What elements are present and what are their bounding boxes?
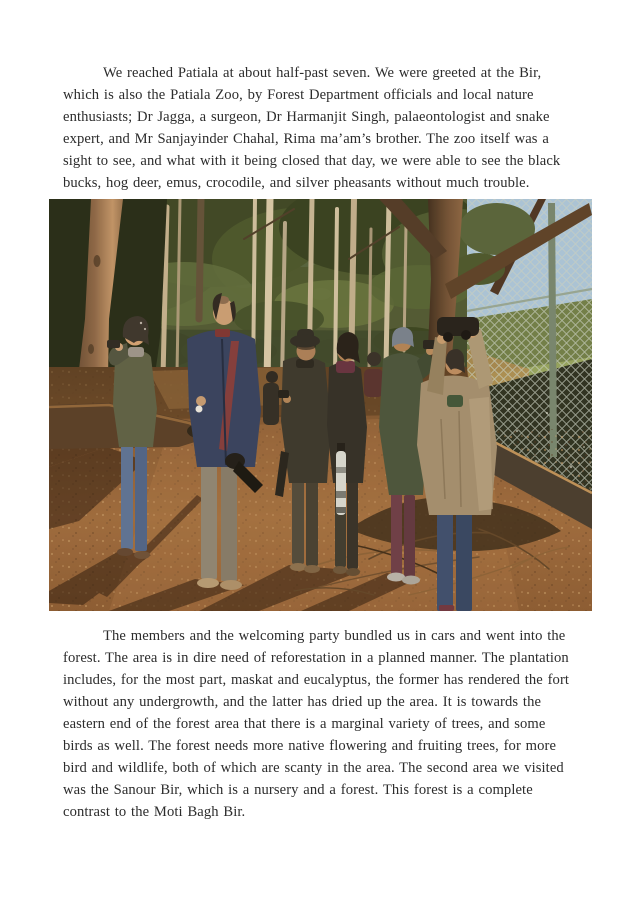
photo-birdwatchers-group <box>49 199 592 611</box>
photo-illustration <box>49 199 592 611</box>
paragraph-arrival-at-patiala: We reached Patiala at about half-past seven. We were greeted at the Bir, which is also the Patiala Zoo, by Forest Department officials and local nature enthusiasts; Dr Jagga, a surgeon, Dr Harmanjit Singh, palaeontologist and snake expert, and Mr Sanjayinder Chahal, Rima ma’am’s brother. The zoo itself was a sight to see, and what with it being closed that day, we were able to see the black bucks, hog deer, emus, crocodile, and silver pheasants without much trouble. <box>63 65 561 191</box>
warm-light-overlay <box>49 199 592 611</box>
paragraph-forest-visit: The members and the welcoming party bundled us in cars and went into the forest. The area is in dire need of reforestation in a planned manner. The plantation includes, for the most part, maskat and eucalyptus, the former has rendered the fort without any undergrowth, and the latter has dried up the area. It is towards the eastern end of the forest area that there is a marginal variety of trees, and some birds as well. The forest needs more native flowering and fruiting trees, for more bird and wildlife, both of which are scanty in the area. The second area we visited was the Sanour Bir, which is a nursery and a forest. This forest is a complete contrast to the Moti Bagh Bir. <box>63 628 570 820</box>
